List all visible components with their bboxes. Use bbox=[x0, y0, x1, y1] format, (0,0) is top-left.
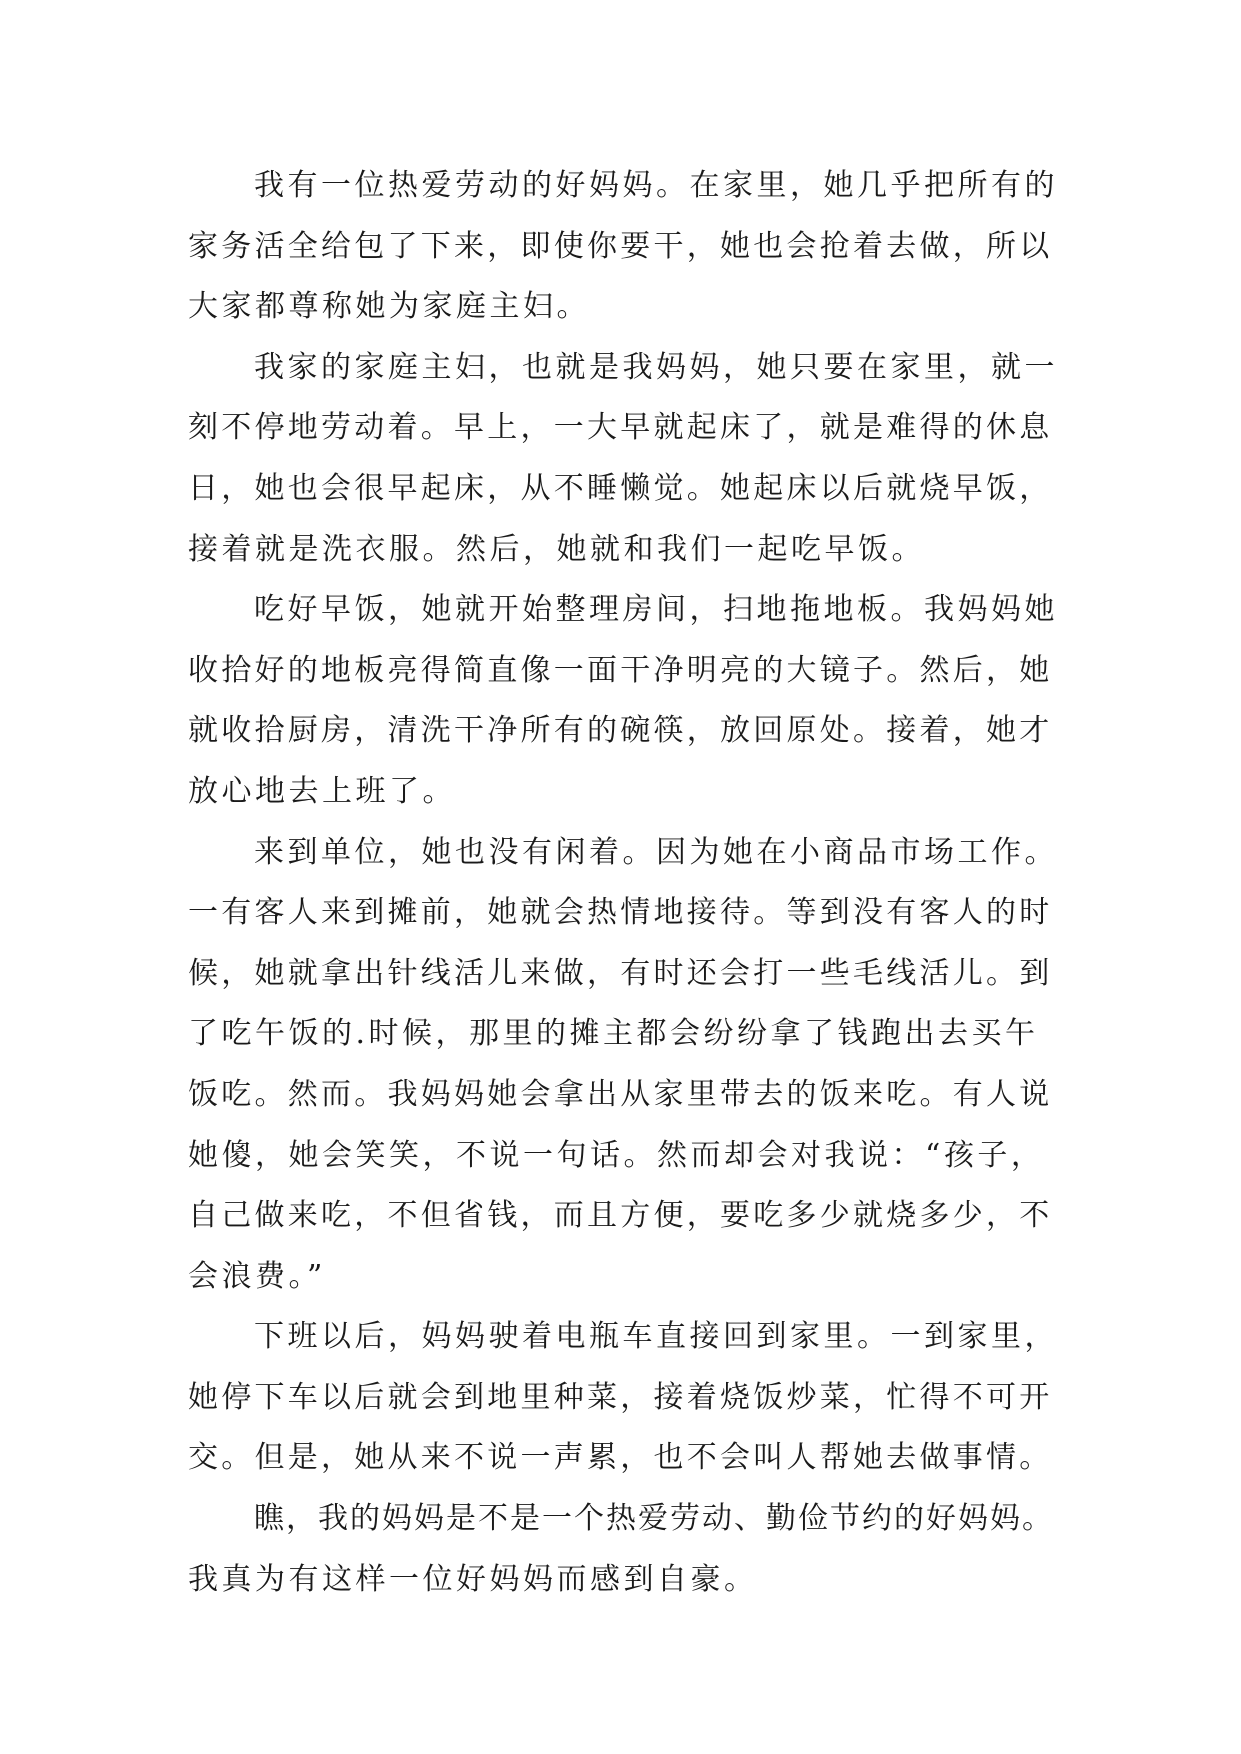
text-line: 她傻，她会笑笑，不说一句话。然而却会对我说：“孩子， bbox=[188, 1137, 1045, 1173]
text-line: 大家都尊称她为家庭主妇。 bbox=[188, 289, 590, 325]
text-line: 她停下车以后就会到地里种菜，接着烧饭炒菜，忙得不可开 bbox=[188, 1379, 1053, 1415]
text-line: 就收拾厨房，清洗干净所有的碗筷，放回原处。接着，她才 bbox=[188, 713, 1053, 749]
text-line: 家务活全给包了下来，即使你要干，她也会抢着去做，所以 bbox=[188, 228, 1053, 264]
text-line: 交。但是，她从来不说一声累，也不会叫人帮她去做事情。 bbox=[188, 1440, 1053, 1476]
text-line: 日，她也会很早起床，从不睡懒觉。她起床以后就烧早饭， bbox=[188, 470, 1053, 506]
paragraph-first-line: 我家的家庭主妇，也就是我妈妈，她只要在家里，就一 bbox=[254, 349, 1058, 385]
text-line: 一有客人来到摊前，她就会热情地接待。等到没有客人的时 bbox=[188, 895, 1053, 931]
text-line: 候，她就拿出针线活儿来做，有时还会打一些毛线活儿。到 bbox=[188, 955, 1053, 991]
text-line: 刻不停地劳动着。早上，一大早就起床了，就是难得的休息 bbox=[188, 410, 1053, 446]
paragraph-first-line: 我有一位热爱劳动的好妈妈。在家里，她几乎把所有的 bbox=[254, 168, 1058, 203]
paragraph-first-line: 下班以后，妈妈驶着电瓶车直接回到家里。一到家里， bbox=[254, 1319, 1058, 1355]
text-line: 我真为有这样一位好妈妈而感到自豪。 bbox=[188, 1561, 758, 1597]
essay-body bbox=[188, 156, 1058, 1610]
paragraph-first-line: 吃好早饭，她就开始整理房间，扫地拖地板。我妈妈她 bbox=[254, 592, 1058, 628]
text-line: 饭吃。然而。我妈妈她会拿出从家里带去的饭来吃。有人说 bbox=[188, 1076, 1053, 1112]
text-line: 收拾好的地板亮得简直像一面干净明亮的大镜子。然后，她 bbox=[188, 652, 1053, 688]
text-line: 放心地去上班了。 bbox=[188, 773, 456, 809]
paragraph-first-line: 来到单位，她也没有闲着。因为她在小商品市场工作。 bbox=[254, 834, 1058, 870]
text-line: 自己做来吃，不但省钱，而且方便，要吃多少就烧多少，不 bbox=[188, 1198, 1053, 1234]
text-line: 了吃午饭的.时候，那里的摊主都会纷纷拿了钱跑出去买午 bbox=[188, 1016, 1039, 1052]
text-line: 接着就是洗衣服。然后，她就和我们一起吃早饭。 bbox=[188, 531, 925, 567]
paragraph-first-line: 瞧，我的妈妈是不是一个热爱劳动、勤俭节约的好妈妈。 bbox=[254, 1501, 1054, 1537]
text-line: 会浪费。” bbox=[188, 1258, 326, 1294]
